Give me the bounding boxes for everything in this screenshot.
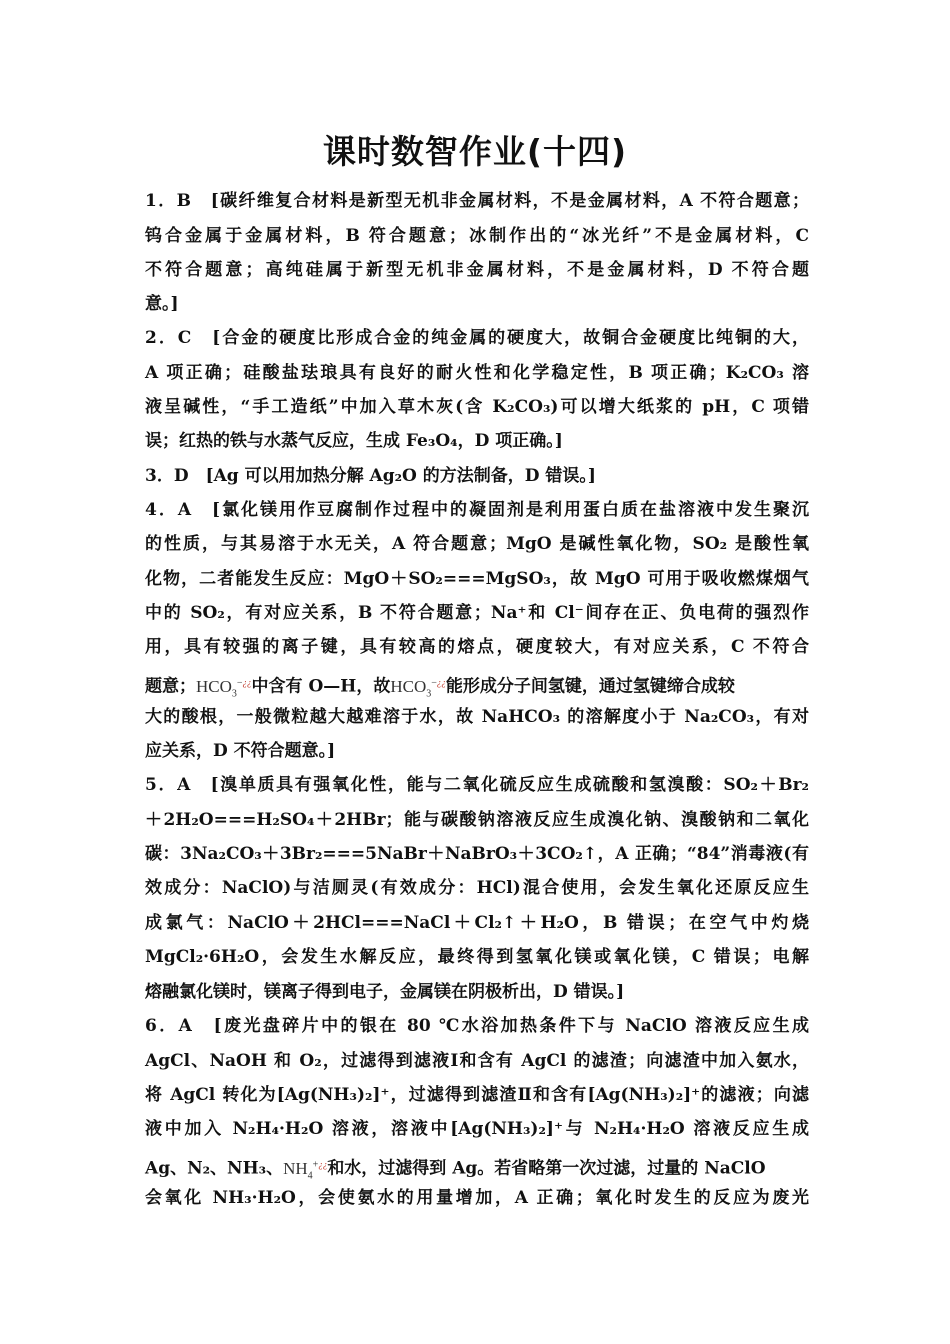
- answer-line-with-ions: [145, 1153, 809, 1182]
- nh4-ion-formula: [283, 1158, 328, 1182]
- ion-subscript: 3: [426, 688, 432, 700]
- answer-line: MgCl₂·6H₂O，会发生水解反应，最终得到氢氧化镁或氧化镁，C 错误；电解: [145, 947, 809, 967]
- ion-base: HCO: [196, 676, 232, 696]
- answer-line: ＋2H₂O===H₂SO₄＋2HBr；能与碳酸钠溶液反应生成溴化钠、溴酸钠和二氧化: [145, 810, 809, 830]
- answer-line: 1．B [碳纤维复合材料是新型无机非金属材料，不是金属材料，A 不符合题意；: [145, 191, 809, 211]
- ion-charge: −: [431, 677, 437, 688]
- ion-charge: +: [312, 1159, 319, 1170]
- answer-line: A 项正确；硅酸盐珐琅具有良好的耐火性和化学稳定性，B 项正确；K₂CO₃ 溶: [145, 363, 809, 383]
- hco3-ion-formula: [196, 676, 252, 700]
- answer-line: 大的酸根，一般微粒越大越难溶于水，故 NaHCO₃ 的溶解度小于 Na₂CO₃，有对: [145, 707, 809, 727]
- answer-line: 碳：3Na₂CO₃＋3Br₂===5NaBr＋NaBrO₃＋3CO₂↑，A 正确；“84”消毒液(有: [145, 844, 809, 864]
- text-segment: 中含有 O—H，故: [251, 676, 391, 697]
- hco3-ion-formula: [390, 676, 446, 700]
- answer-line: 2．C [合金的硬度比形成合金的纯金属的硬度大，故铜合金硬度比纯铜的大，: [145, 328, 809, 348]
- text-segment: 和水，过滤得到 Ag。若省略第一次过滤，过量的 NaClO: [327, 1158, 766, 1179]
- answer-line: 钨合金属于金属材料，B 符合题意；冰制作出的“冰光纤”不是金属材料，C: [145, 226, 809, 246]
- text-segment: 题意；: [145, 676, 196, 697]
- text-segment: Ag、N₂、NH₃、: [145, 1158, 284, 1179]
- answer-line: 不符合题意；高纯硅属于新型无机非金属材料，不是金属材料，D 不符合题: [145, 260, 809, 280]
- ion-artifact: ¿¿: [242, 677, 252, 687]
- text-segment: 能形成分子间氢键，通过氢键缔合成较: [445, 676, 735, 697]
- answer-line: 化物，二者能发生反应：MgO＋SO₂===MgSO₃，故 MgO 可用于吸收燃煤烟气: [145, 569, 809, 589]
- answer-line: 效成分：NaClO)与洁厕灵(有效成分：HCl)混合使用，会发生氧化还原反应生: [145, 878, 809, 898]
- answer-line: 意。]: [145, 294, 179, 314]
- answer-line: 应关系，D 不符合题意。]: [145, 741, 336, 761]
- answer-line: 4．A [氯化镁用作豆腐制作过程中的凝固剂是利用蛋白质在盐溶液中发生聚沉: [145, 500, 809, 520]
- page-title: 课时数智作业(十四): [322, 132, 628, 171]
- answer-line: 3．D [Ag 可以用加热分解 Ag₂O 的方法制备，D 错误。]: [145, 466, 596, 486]
- ion-artifact: ¿¿: [436, 677, 446, 687]
- ion-artifact: ¿¿: [318, 1159, 328, 1169]
- answer-line: 液中加入 N₂H₄·H₂O 溶液，溶液中[Ag(NH₃)₂]⁺与 N₂H₄·H₂O 溶液反应生成: [145, 1119, 809, 1139]
- ion-charge: −: [236, 677, 243, 688]
- answer-line: 液呈碱性，“手工造纸”中加入草木灰(含 K₂CO₃)可以增大纸浆的 pH，C 项错: [145, 397, 809, 417]
- answer-line: 的性质，与其易溶于水无关，A 符合题意；MgO 是碱性氧化物，SO₂ 是酸性氧: [145, 534, 809, 554]
- answer-line: 成氯气：NaClO＋2HCl===NaCl＋Cl₂↑＋H₂O，B 错误；在空气中灼烧: [145, 913, 809, 933]
- ion-base: HCO: [390, 676, 427, 696]
- answer-line-with-ions: [145, 671, 809, 700]
- answer-line: 5．A [溴单质具有强氧化性，能与二氧化硫反应生成硫酸和氢溴酸：SO₂＋Br₂: [145, 775, 809, 795]
- answer-line: 6．A [废光盘碎片中的银在 80 ℃水浴加热条件下与 NaClO 溶液反应生成: [145, 1016, 809, 1036]
- answer-line: AgCl、NaOH 和 O₂，过滤得到滤液Ⅰ和含有 AgCl 的滤渣；向滤渣中加入氨水，: [145, 1051, 809, 1071]
- answer-line: 将 AgCl 转化为[Ag(NH₃)₂]⁺，过滤得到滤渣Ⅱ和含有[Ag(NH₃)₂]⁺的滤液；向滤: [145, 1085, 809, 1105]
- answer-line: 中的 SO₂，有对应关系，B 不符合题意；Na⁺和 Cl⁻间存在正、负电荷的强烈作: [145, 603, 809, 623]
- ion-base: NH: [283, 1158, 308, 1178]
- ion-subscript: 3: [231, 688, 237, 700]
- ion-subscript: 4: [307, 1170, 313, 1182]
- answer-line: 会氧化 NH₃·H₂O，会使氨水的用量增加，A 正确；氧化时发生的反应为废光: [145, 1188, 809, 1208]
- answer-line: 用，具有较强的离子键，具有较高的熔点，硬度较大，有对应关系，C 不符合: [145, 637, 809, 657]
- answer-line: 误；红热的铁与水蒸气反应，生成 Fe₃O₄，D 项正确。]: [145, 431, 563, 451]
- answer-line: 熔融氯化镁时，镁离子得到电子，金属镁在阴极析出，D 错误。]: [145, 982, 625, 1002]
